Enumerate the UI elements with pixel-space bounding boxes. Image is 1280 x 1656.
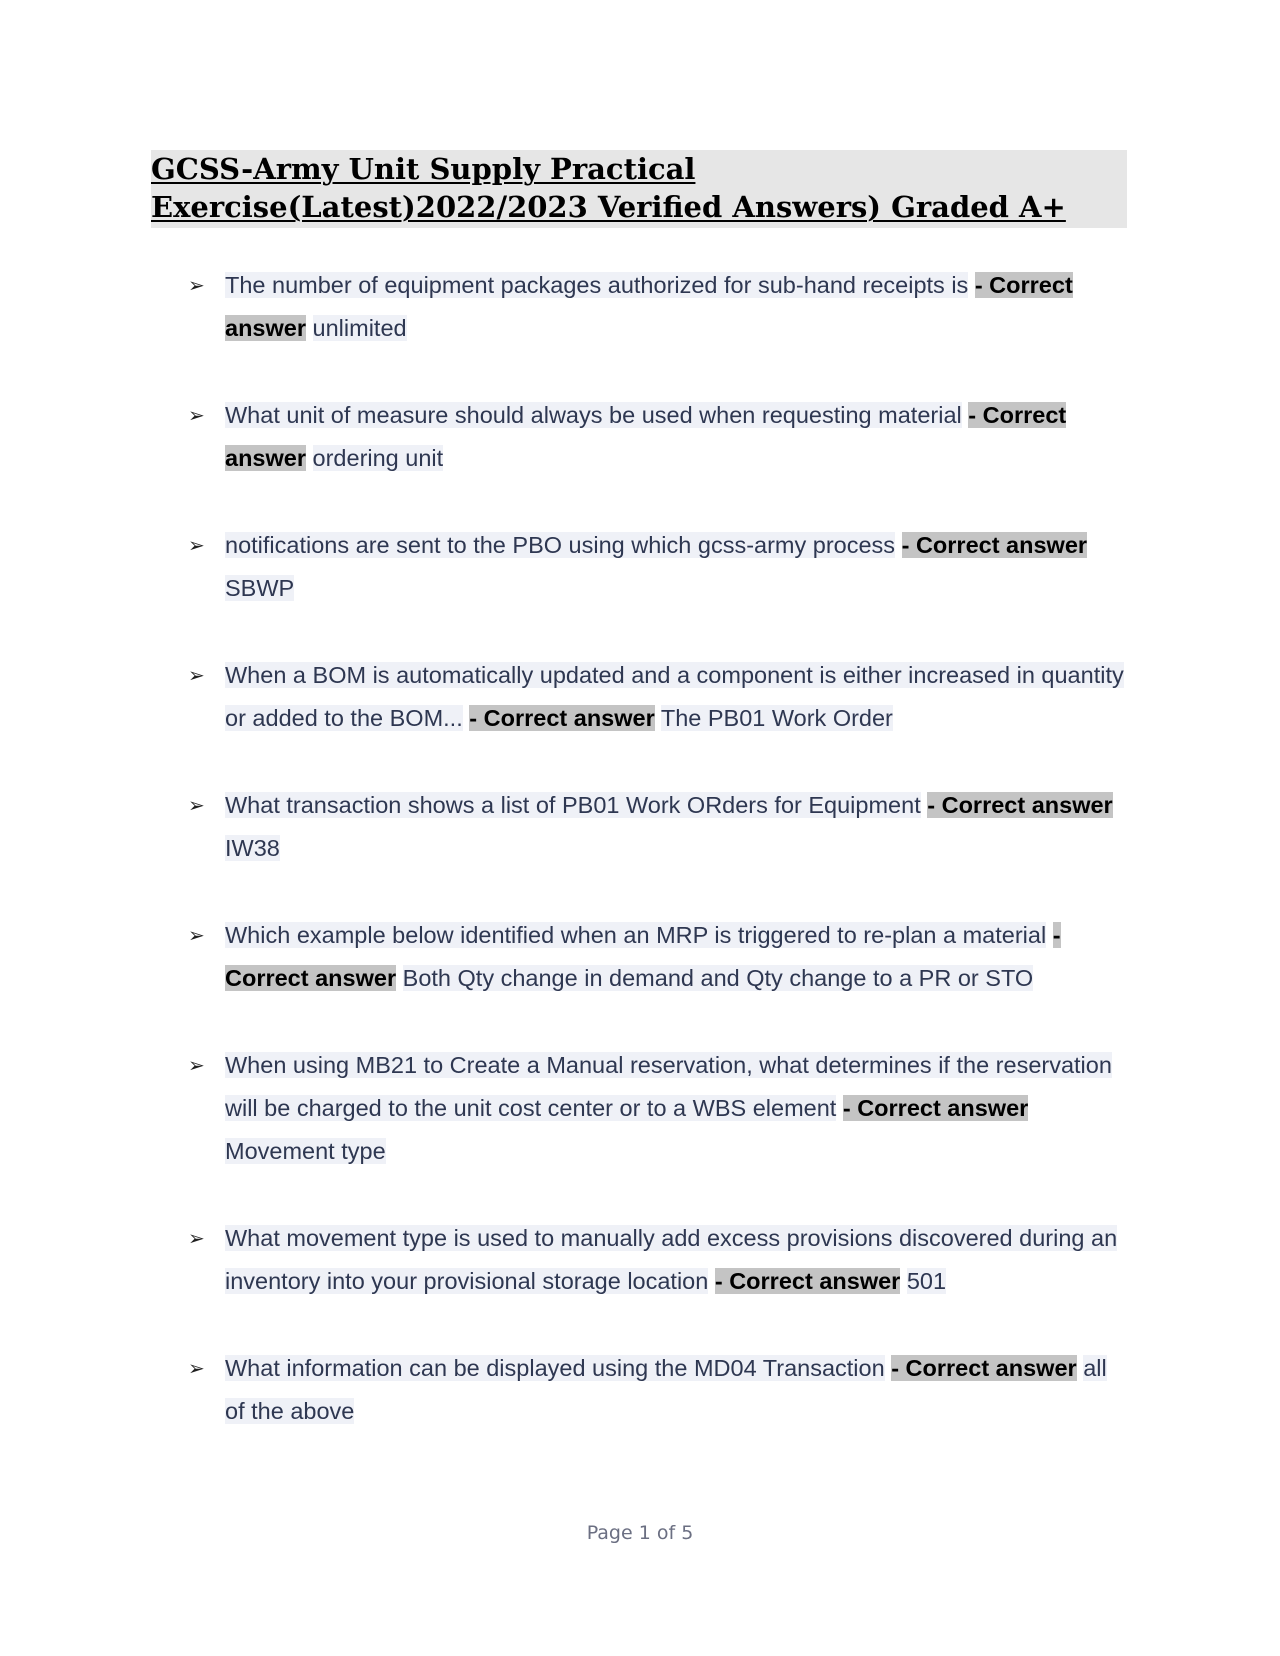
question-text: When a BOM is automatically updated and a component is either increased in quantity or added to the BOM... (225, 662, 1124, 731)
question-text: What movement type is used to manually add excess provisions discovered during an inventory into your provisional storage location (225, 1225, 1118, 1294)
answer-text: unlimited (312, 315, 407, 341)
answer-text: Both Qty change in demand and Qty change to a PR or STO (402, 965, 1034, 991)
correct-answer-label: - Correct answer (842, 1095, 1029, 1121)
qa-text (225, 784, 1131, 870)
correct-answer-label: - Correct answer (901, 532, 1088, 558)
qa-text (225, 914, 1131, 1000)
qa-text (225, 654, 1131, 740)
arrow-bullet-icon: ➢ (188, 1226, 205, 1250)
correct-answer-label: - Correct answer (225, 272, 1073, 341)
qa-text (225, 264, 1131, 350)
question-text: What transaction shows a list of PB01 Work ORders for Equipment (225, 792, 921, 818)
question-text: What information can be displayed using the MD04 Transaction (225, 1355, 885, 1381)
correct-answer-label: - Correct answer (891, 1355, 1077, 1381)
correct-answer-label: - Correct answer (927, 792, 1113, 818)
question-text: When using MB21 to Create a Manual reservation, what determines if the reservation will be charged to the unit cost center or to a WBS element (225, 1052, 1112, 1121)
answer-text: The PB01 Work Order (660, 705, 893, 731)
qa-text (225, 1217, 1131, 1303)
correct-answer-label: - Correct answer (225, 402, 1067, 471)
arrow-bullet-icon: ➢ (188, 1053, 205, 1077)
arrow-bullet-icon: ➢ (188, 403, 205, 427)
question-text: notifications are sent to the PBO using which gcss-army process (225, 532, 896, 558)
arrow-bullet-icon: ➢ (188, 1356, 205, 1380)
document-title (151, 150, 1127, 228)
page-number: Page 1 of 5 (586, 1522, 694, 1544)
correct-answer-label: - Correct answer (469, 705, 655, 731)
answer-text: SBWP (225, 575, 295, 601)
answer-text: all of the above (225, 1355, 1107, 1424)
question-text: What unit of measure should always be used when requesting material (225, 402, 962, 428)
question-text: The number of equipment packages authorized for sub-hand receipts is (225, 272, 969, 298)
qa-text (225, 394, 1131, 480)
arrow-bullet-icon: ➢ (188, 533, 205, 557)
question-text: Which example below identified when an MRP is triggered to re-plan a material (225, 922, 1047, 948)
answer-text: Movement type (225, 1138, 386, 1164)
qa-text (225, 1347, 1131, 1433)
arrow-bullet-icon: ➢ (188, 663, 205, 687)
correct-answer-label: - Correct answer (225, 922, 1061, 991)
answer-text: IW38 (225, 835, 280, 861)
answer-text: ordering unit (312, 445, 444, 471)
correct-answer-label: - Correct answer (714, 1268, 901, 1294)
arrow-bullet-icon: ➢ (188, 273, 205, 297)
answer-text: 501 (906, 1268, 947, 1294)
document-title-text: GCSS-Army Unit Supply Practical Exercise(Latest)2022/2023 Verified Answers) Graded A+ (151, 152, 1066, 224)
arrow-bullet-icon: ➢ (188, 793, 205, 817)
qa-text (225, 524, 1131, 610)
arrow-bullet-icon: ➢ (188, 923, 205, 947)
qa-text (225, 1044, 1131, 1173)
